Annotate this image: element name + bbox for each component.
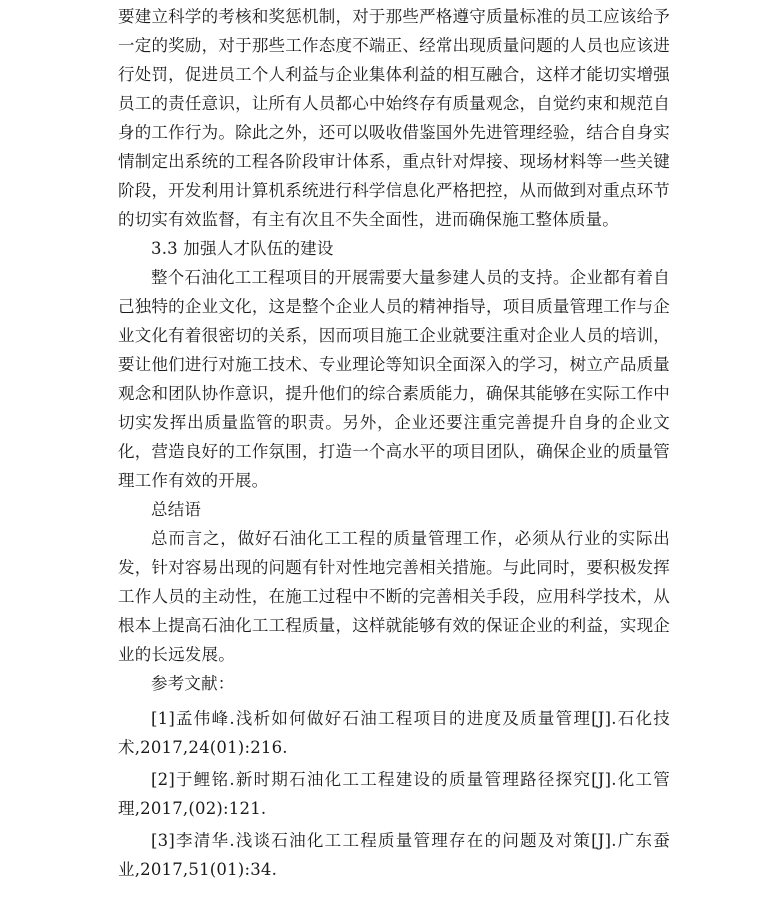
section-heading-talent-team: 3.3 加强人才队伍的建设 [151,239,334,258]
reference-item-1: [1]孟伟峰.浅析如何做好石油工程项目的进度及质量管理[J].石化技术,2017,24(01):216. [118,709,670,757]
reference-item-3: [3]李清华.浅谈石油化工工程质量管理存在的问题及对策[J].广东蚕业,2017,51(01):34. [118,831,670,879]
body-paragraph-quality-incentives: 要建立科学的考核和奖惩机制，对于那些严格遵守质量标准的员工应该给予一定的奖励，对于那些工作态度不端正、经常出现质量问题的人员也应该进行处罚，促进员工个人利益与企业集体利益的相互融合，这样才能切实增强员工的责任意识，让所有人员都心中始终存有质量观念，自觉约束和规范自身的工作行为。除此之外，还可以吸收借鉴国外先进管理经验，结合自身实情制定出系统的工程各阶段审计体系，重点针对焊接、现场材料等一些关键阶段，开发利用计算机系统进行科学信息化严格把控，从而做到对重点环节的切实有效监督，有主有次且不失全面性，进而确保施工整体质量。 [118,7,670,229]
body-paragraph-talent-team: 整个石油化工工程项目的开展需要大量参建人员的支持。企业都有着自己独特的企业文化，这是整个企业人员的精神指导，项目质量管理工作与企业文化有着很密切的关系，因而项目施工企业就要注重对企业人员的培训，要让他们进行对施工技术、专业理论等知识全面深入的学习，树立产品质量观念和团队协作意识，提升他们的综合素质能力，确保其能够在实际工作中切实发挥出质量监管的职责。另外，企业还要注重完善提升自身的企业文化，营造良好的工作氛围，打造一个高水平的项目团队，确保企业的质量管理工作有效的开展。 [118,268,670,490]
section-heading-conclusion: 总结语 [151,500,202,519]
reference-item-2: [2]于鲤铭.新时期石油化工工程建设的质量管理路径探究[J].化工管理,2017,(02):121. [118,770,670,818]
body-paragraph-conclusion: 总而言之，做好石油化工工程的质量管理工作，必须从行业的实际出发，针对容易出现的问题有针对性地完善相关措施。与此同时，要积极发挥工作人员的主动性，在施工过程中不断的完善相关手段，应用科学技术，从根本上提高石油化工工程质量，这样就能够有效的保证企业的利益，实现企业的长远发展。 [118,529,670,664]
references-heading: 参考文献： [151,674,235,693]
